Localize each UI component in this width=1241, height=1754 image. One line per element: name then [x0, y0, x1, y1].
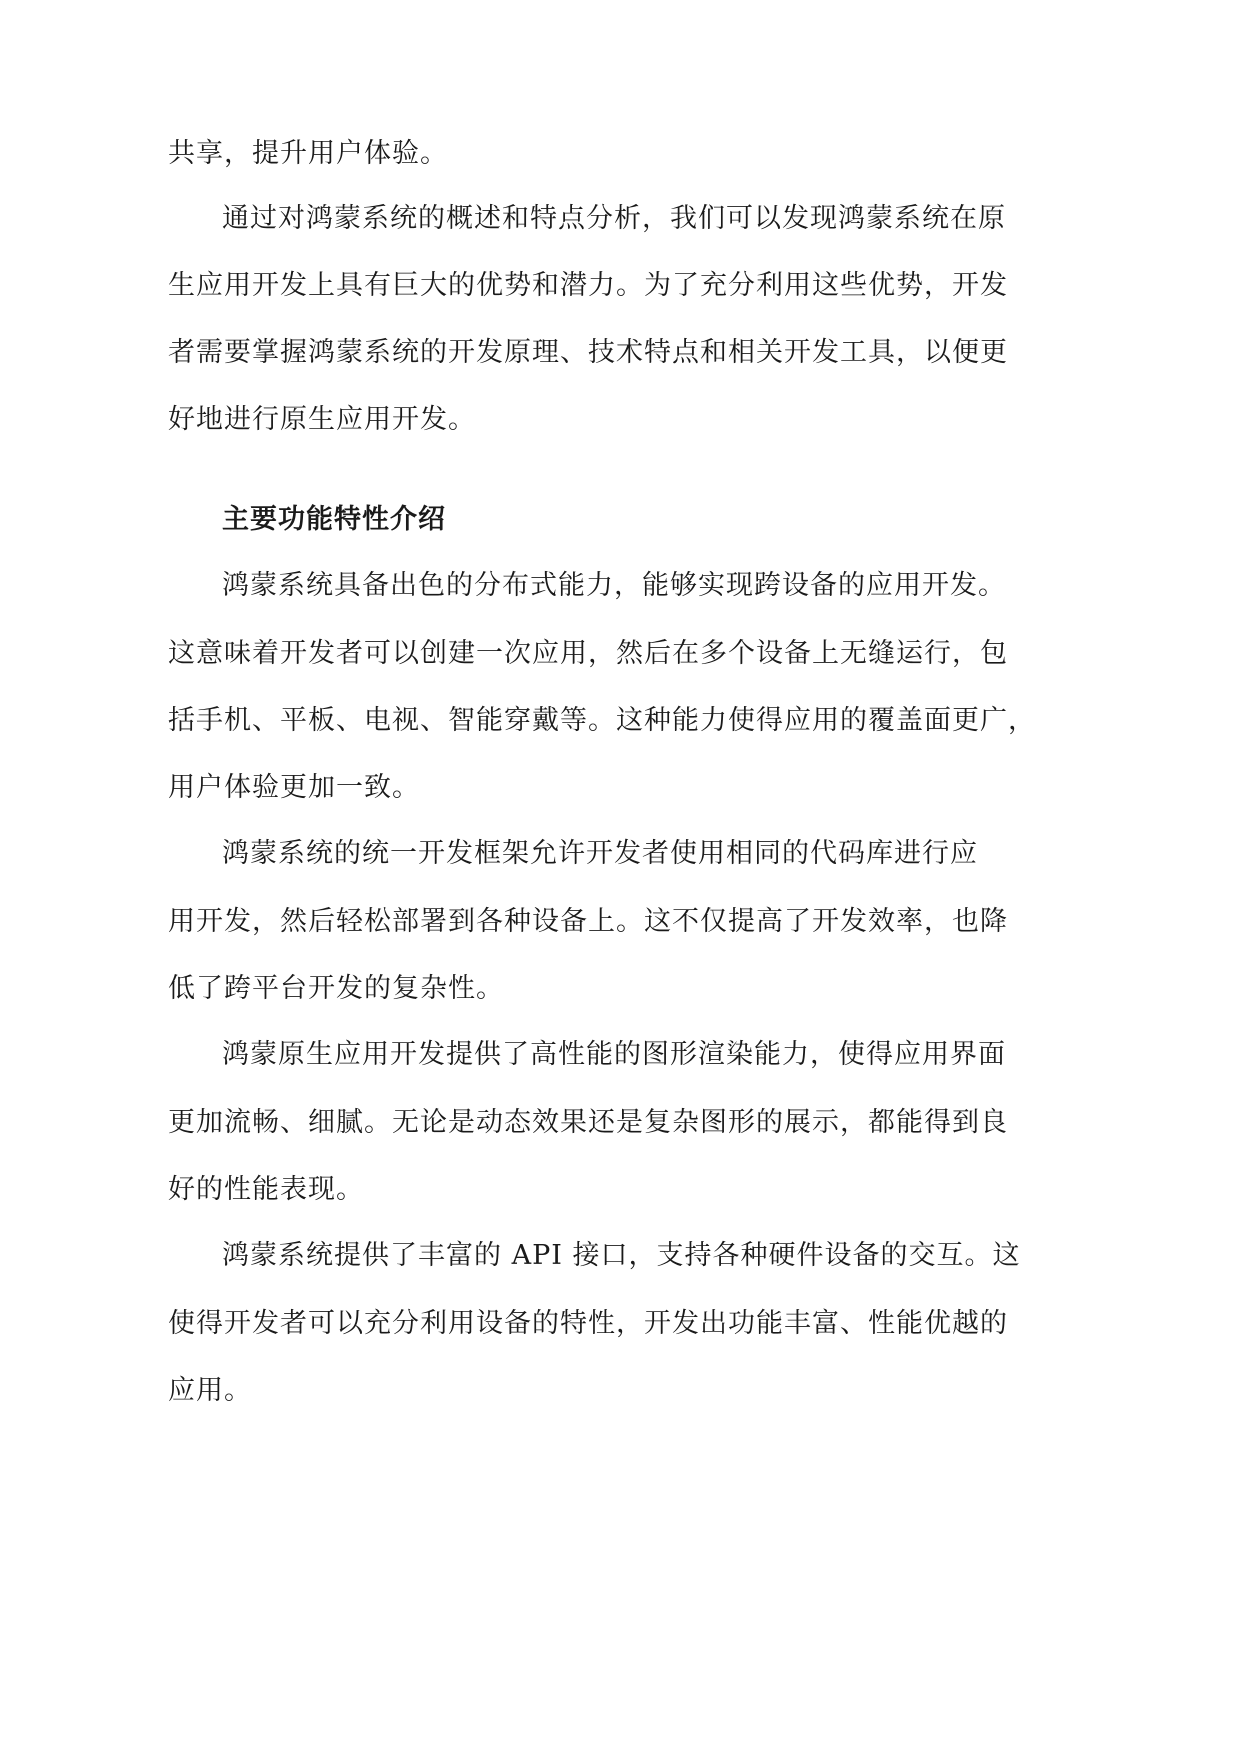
paragraph-line: 低了跨平台开发的复杂性。 — [168, 973, 504, 1004]
paragraph-line: 鸿蒙原生应用开发提供了高性能的图形渲染能力，使得应用界面 — [222, 1039, 1006, 1070]
paragraph-line: 这意味着开发者可以创建一次应用，然后在多个设备上无缝运行，包 — [168, 638, 1008, 669]
paragraph-line: 鸿蒙系统提供了丰富的 API 接口，支持各种硬件设备的交互。这 — [222, 1240, 1021, 1271]
paragraph-line: 用开发，然后轻松部署到各种设备上。这不仅提高了开发效率，也降 — [168, 906, 1008, 937]
section-heading: 主要功能特性介绍 — [222, 504, 446, 535]
paragraph-line: 应用。 — [168, 1375, 252, 1406]
intro-fragment: 共享，提升用户体验。 — [168, 138, 448, 169]
paragraph-line: 更加流畅、细腻。无论是动态效果还是复杂图形的展示，都能得到良 — [168, 1107, 1008, 1138]
paragraph-line: 用户体验更加一致。 — [168, 772, 420, 803]
paragraph-line: 括手机、平板、电视、智能穿戴等。这种能力使得应用的覆盖面更广， — [168, 705, 1036, 736]
paragraph-line: 者需要掌握鸿蒙系统的开发原理、技术特点和相关开发工具，以便更 — [168, 337, 1008, 368]
paragraph-line: 生应用开发上具有巨大的优势和潜力。为了充分利用这些优势，开发 — [168, 270, 1008, 301]
paragraph-line: 通过对鸿蒙系统的概述和特点分析，我们可以发现鸿蒙系统在原 — [222, 203, 1006, 234]
paragraph-line: 鸿蒙系统具备出色的分布式能力，能够实现跨设备的应用开发。 — [222, 570, 1006, 601]
paragraph-line: 鸿蒙系统的统一开发框架允许开发者使用相同的代码库进行应 — [222, 838, 978, 869]
paragraph-line: 好地进行原生应用开发。 — [168, 404, 476, 435]
paragraph-line: 好的性能表现。 — [168, 1174, 364, 1205]
paragraph-line: 使得开发者可以充分利用设备的特性，开发出功能丰富、性能优越的 — [168, 1308, 1008, 1339]
